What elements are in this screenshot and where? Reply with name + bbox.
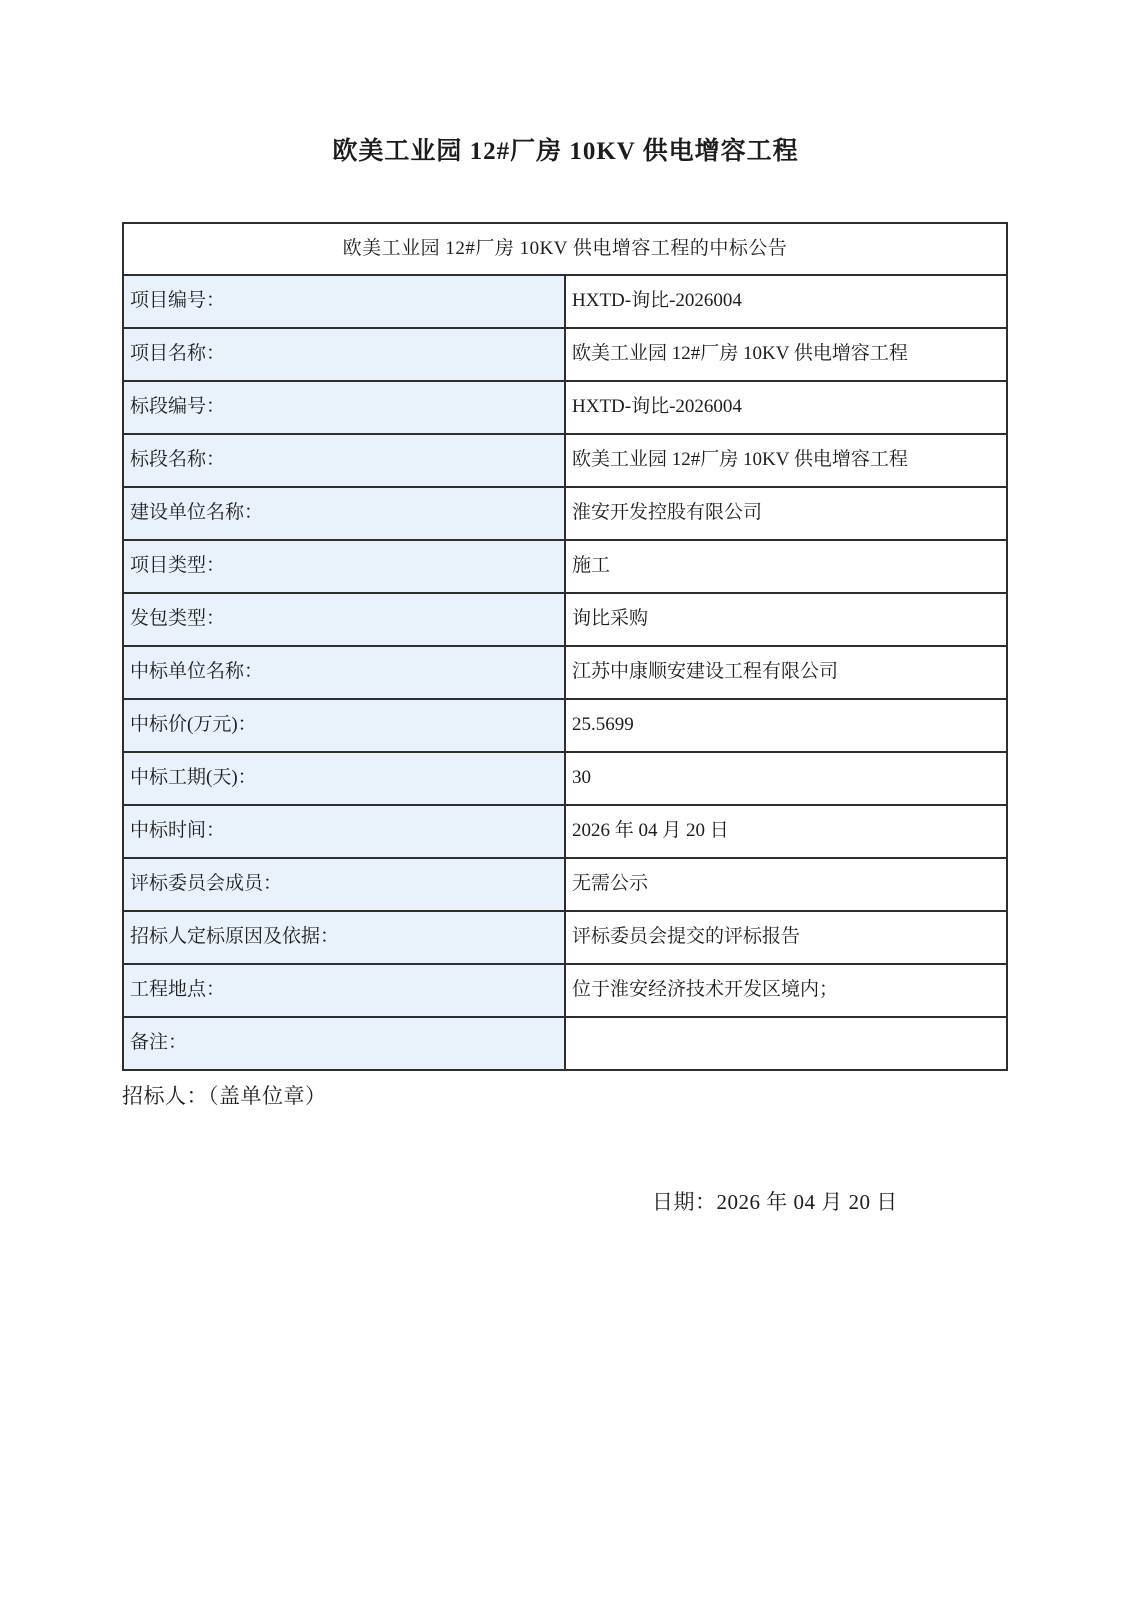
row-value: 欧美工业园 12#厂房 10KV 供电增容工程 bbox=[565, 328, 1007, 381]
row-section-number bbox=[123, 381, 1007, 434]
row-project-number bbox=[123, 275, 1007, 328]
row-section-name bbox=[123, 434, 1007, 487]
row-value: 无需公示 bbox=[565, 858, 1007, 911]
row-label: 项目类型： bbox=[123, 540, 565, 593]
row-label: 标段编号： bbox=[123, 381, 565, 434]
row-value: 2026 年 04 月 20 日 bbox=[565, 805, 1007, 858]
row-label: 建设单位名称： bbox=[123, 487, 565, 540]
row-value: 淮安开发控股有限公司 bbox=[565, 487, 1007, 540]
bidder-seal-line: 招标人：（盖单位章） bbox=[122, 1083, 327, 1108]
row-bid-duration bbox=[123, 752, 1007, 805]
row-label: 项目编号： bbox=[123, 275, 565, 328]
row-bid-time bbox=[123, 805, 1007, 858]
row-winner-name bbox=[123, 646, 1007, 699]
row-bid-price bbox=[123, 699, 1007, 752]
award-announcement-table bbox=[122, 222, 1008, 1071]
page-title: 欧美工业园 12#厂房 10KV 供电增容工程 bbox=[332, 138, 799, 165]
row-label: 中标时间： bbox=[123, 805, 565, 858]
row-value: 30 bbox=[565, 752, 1007, 805]
row-label: 标段名称： bbox=[123, 434, 565, 487]
row-label: 评标委员会成员： bbox=[123, 858, 565, 911]
row-label: 中标价(万元)： bbox=[123, 699, 565, 752]
row-label: 备注： bbox=[123, 1017, 565, 1070]
row-owner-name bbox=[123, 487, 1007, 540]
row-label: 项目名称： bbox=[123, 328, 565, 381]
row-label: 中标单位名称： bbox=[123, 646, 565, 699]
row-label: 中标工期(天)： bbox=[123, 752, 565, 805]
row-project-type bbox=[123, 540, 1007, 593]
table-title: 欧美工业园 12#厂房 10KV 供电增容工程的中标公告 bbox=[123, 223, 1007, 275]
row-value: HXTD-询比-2026004 bbox=[565, 275, 1007, 328]
row-contract-type bbox=[123, 593, 1007, 646]
row-project-location bbox=[123, 964, 1007, 1017]
row-value: 位于淮安经济技术开发区境内； bbox=[565, 964, 1007, 1017]
row-project-name bbox=[123, 328, 1007, 381]
row-value: 江苏中康顺安建设工程有限公司 bbox=[565, 646, 1007, 699]
row-value bbox=[565, 1017, 1007, 1070]
row-label: 发包类型： bbox=[123, 593, 565, 646]
row-value: 施工 bbox=[565, 540, 1007, 593]
row-label: 招标人定标原因及依据： bbox=[123, 911, 565, 964]
row-label: 工程地点： bbox=[123, 964, 565, 1017]
row-value: HXTD-询比-2026004 bbox=[565, 381, 1007, 434]
row-value: 欧美工业园 12#厂房 10KV 供电增容工程 bbox=[565, 434, 1007, 487]
row-award-reason bbox=[123, 911, 1007, 964]
date-line: 日期：2026 年 04 月 20 日 bbox=[652, 1189, 898, 1214]
row-value: 评标委员会提交的评标报告 bbox=[565, 911, 1007, 964]
row-value: 询比采购 bbox=[565, 593, 1007, 646]
row-remarks bbox=[123, 1017, 1007, 1070]
table-header-row bbox=[123, 223, 1007, 275]
row-committee-members bbox=[123, 858, 1007, 911]
row-value: 25.5699 bbox=[565, 699, 1007, 752]
